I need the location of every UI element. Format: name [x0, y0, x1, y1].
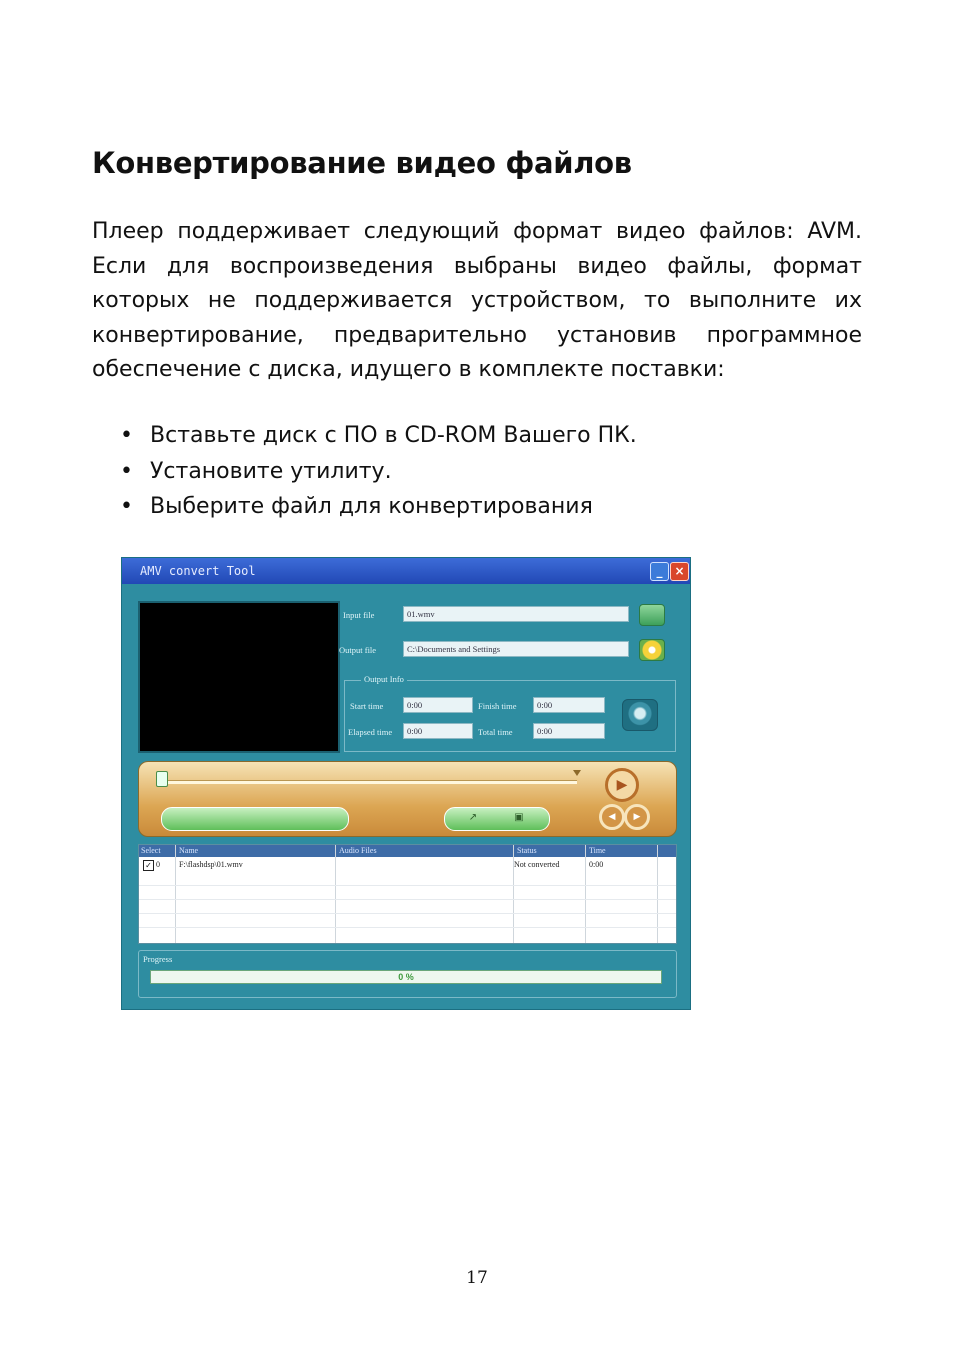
player-panel	[138, 761, 677, 837]
convert-icon[interactable]	[622, 699, 658, 731]
progress-label: Progress	[143, 954, 173, 964]
play-icon[interactable]: ▶	[605, 768, 639, 802]
file-list-table	[138, 844, 677, 944]
total-time-field: 0:00	[533, 723, 605, 739]
video-preview	[138, 601, 340, 753]
status-cell: Not converted	[514, 860, 560, 869]
start-time-field: 0:00	[403, 697, 473, 713]
select-checkbox[interactable]: ✓	[143, 860, 154, 871]
column-header: Audio Files	[339, 846, 377, 855]
table-row[interactable]	[139, 859, 676, 871]
window-body	[129, 586, 681, 1006]
output-info-legend: Output Info	[361, 674, 407, 684]
end-marker-icon	[573, 770, 581, 776]
prev-icon[interactable]: ◀	[599, 804, 625, 830]
intro-paragraph: Плеер поддерживает следующий формат видео файлов: AVM. Если для воспроизведения выбраны видео файлы, формат которых не поддерживается устройством, то выполните их конвертирование, предварительно установив программное обеспечение с диска, идущего в комплекте поставки:	[92, 219, 862, 382]
column-header: Status	[517, 846, 537, 855]
window-titlebar	[122, 558, 690, 584]
table-header	[139, 845, 676, 857]
action-toolbar	[444, 807, 550, 831]
page-number: 17	[466, 1268, 488, 1288]
finish-time-label: Finish time	[478, 701, 517, 711]
elapsed-time-label: Elapsed time	[348, 727, 393, 737]
step-text: Вставьте диск с ПО в CD-ROM Вашего ПК.	[150, 423, 637, 448]
minimize-button[interactable]: _	[650, 562, 669, 581]
list-item	[118, 454, 637, 490]
file-name-cell: F:\flashdsp\01.wmv	[179, 860, 243, 869]
stop-button[interactable]: ▣	[514, 812, 524, 823]
time-cell: 0:00	[589, 860, 604, 869]
start-time-label: Start time	[350, 701, 384, 711]
input-file-field[interactable]: 01.wmv	[403, 606, 629, 622]
close-button[interactable]: ×	[670, 562, 689, 581]
tool-button[interactable]	[180, 811, 196, 825]
seek-track[interactable]	[157, 780, 577, 784]
steps-list	[118, 418, 637, 525]
tool-button[interactable]	[308, 811, 324, 825]
seek-handle[interactable]	[156, 771, 168, 787]
window-title: AMV convert Tool	[140, 564, 256, 578]
total-time-label: Total time	[478, 727, 513, 737]
open-file-icon[interactable]	[639, 604, 665, 626]
column-header: Name	[179, 846, 199, 855]
amv-convert-tool-screenshot	[121, 557, 691, 1010]
elapsed-time-field: 0:00	[403, 723, 473, 739]
list-item	[118, 489, 637, 525]
column-header: Time	[589, 846, 606, 855]
cd-icon[interactable]	[639, 639, 665, 661]
tool-button[interactable]	[224, 811, 240, 825]
tool-button[interactable]	[266, 811, 282, 825]
select-value: 0	[156, 860, 160, 869]
bullet-icon: •	[120, 423, 133, 448]
input-file-label: Input file	[343, 610, 375, 620]
step-text: Установите утилиту.	[150, 458, 392, 484]
step-text: Выберите файл для конвертирования	[150, 494, 593, 519]
progress-bar	[150, 970, 662, 984]
edit-toolbar	[161, 807, 349, 831]
next-icon[interactable]: ▶	[624, 804, 650, 830]
page-title: Конвертирование видео файлов	[92, 146, 632, 180]
bullet-icon: •	[120, 458, 133, 484]
bullet-icon: •	[120, 494, 133, 519]
output-file-field[interactable]: C:\Documents and Settings	[403, 641, 629, 657]
column-header: Select	[141, 846, 161, 855]
progress-group	[138, 950, 677, 998]
output-file-label: Output file	[339, 645, 377, 655]
convert-action-button[interactable]: ↗	[468, 812, 478, 823]
list-item	[118, 418, 637, 454]
progress-percent: 0 %	[398, 972, 414, 982]
finish-time-field: 0:00	[533, 697, 605, 713]
